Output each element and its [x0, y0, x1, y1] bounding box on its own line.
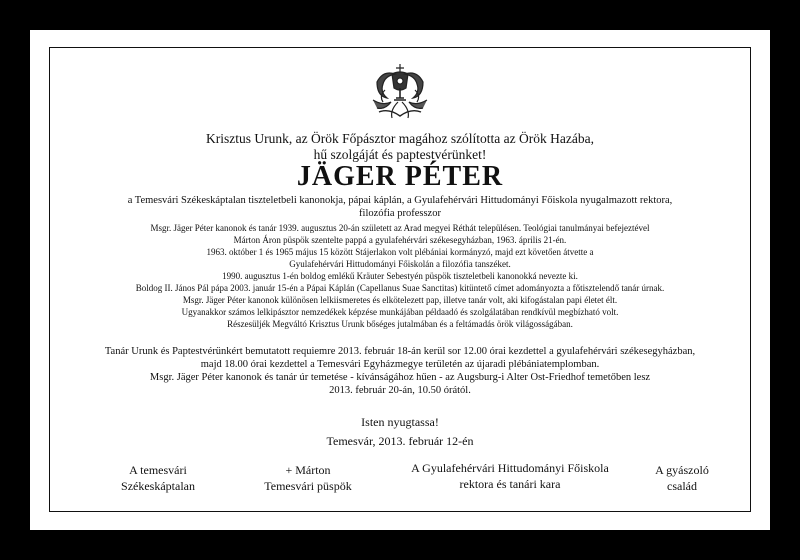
bio-line: Msgr. Jäger Péter kanonok és tanár 1939. augusztus 20-án született az Arad megyei Réthát településen. Teológiai tanulmányai befejeztével [150, 223, 650, 233]
bio-line: Gyulafehérvári Hittudományi Főiskolán a filozófia tanszéket. [289, 259, 511, 269]
titles-text [30, 194, 770, 220]
signatory-line: A Gyulafehérvári Hittudományi Főiskola [411, 461, 609, 475]
intro-text [30, 131, 770, 163]
signatory-chapter [88, 462, 228, 494]
signatory-line: + Márton [285, 463, 331, 477]
signatory-line: család [667, 479, 697, 493]
funeral-line: majd 18.00 órai kezdettel a Temesvári Egyházmegye területén az újaradi plébániatemplomban. [200, 359, 600, 370]
bio-line: Részesüljék Megváltó Krisztus Urunk bőséges jutalmában és a feltámadás örök világosságában. [227, 319, 573, 329]
bio-line: Boldog II. János Pál pápa 2003. január 15-én a Pápai Káplán (Capellanus Suae Sanctitas) kitüntető címet adományozta a főtisztelendő tanár úrnak. [135, 283, 665, 293]
signatory-line: A temesvári [129, 463, 187, 477]
bio-line: Ugyanakkor számos lelkipásztor nemzedékek képzése munkájában példaadó és szolgálatában rendkívül megbízható volt. [181, 307, 619, 317]
deceased-name: JÄGER PÉTER [296, 161, 504, 192]
signatory-line: rektora és tanári kara [459, 477, 561, 491]
intro-line: Krisztus Urunk, az Örök Főpásztor magához szólította az Örök Hazába, [206, 131, 594, 146]
titles-line: filozófia professzor [359, 208, 441, 219]
funeral-line: Tanár Urunk és Paptestvérünkért bemutatott requiemre 2013. február 18-án kerül sor 12.00 órai kezdettel a gyulafehérvári székesegyházban, [104, 346, 696, 357]
place-date: Temesvár, 2013. február 12-én [326, 434, 474, 448]
obituary-card [30, 30, 770, 530]
chalice-emblem-icon [365, 60, 435, 122]
signatory-bishop [228, 462, 388, 494]
titles-line: a Temesvári Székeskáptalan tiszteletbeli kanonokja, pápai káplán, a Gyulafehérvári Hittudományi Főiskola nyugalmazott rektora, [127, 195, 673, 206]
funeral-line: 2013. február 20-án, 10.50 órától. [329, 385, 471, 396]
bio-line: 1963. október 1 és 1965 május 15 között Stájerlakon volt plébániai kormányzó, majd ezt követően átvette a [206, 247, 594, 257]
intro-line: hű szolgáját és paptestvérünket! [313, 147, 487, 162]
signatory-line: A gyászoló [655, 463, 709, 477]
biography [30, 222, 770, 330]
signatory-line: Temesvári püspök [264, 479, 352, 493]
signatory-family [622, 462, 742, 494]
funeral-line: Msgr. Jäger Péter kanonok és tanár úr temetése - kívánságához hűen - az Augsburg-i Alter Ost-Friedhof temetőben lesz [149, 372, 651, 383]
bio-line: Márton Áron püspök szentelte pappá a gyulafehérvári székesegyházban, 1963. április 21-én. [233, 235, 567, 245]
closing [30, 413, 770, 451]
funeral-info [30, 345, 770, 397]
bio-line: 1990. augusztus 1-én boldog emlékű Kräuter Sebestyén püspök tiszteletbeli kanonokká nevezte ki. [222, 271, 578, 281]
signatory-line: Székeskáptalan [121, 479, 195, 493]
blessing: Isten nyugtassa! [361, 415, 439, 429]
bio-line: Msgr. Jäger Péter kanonok különösen lelkiismeretes és elkötelezett pap, illetve tanár volt, aki kifogástalan papi életet élt. [182, 295, 618, 305]
signatory-college [380, 460, 640, 492]
